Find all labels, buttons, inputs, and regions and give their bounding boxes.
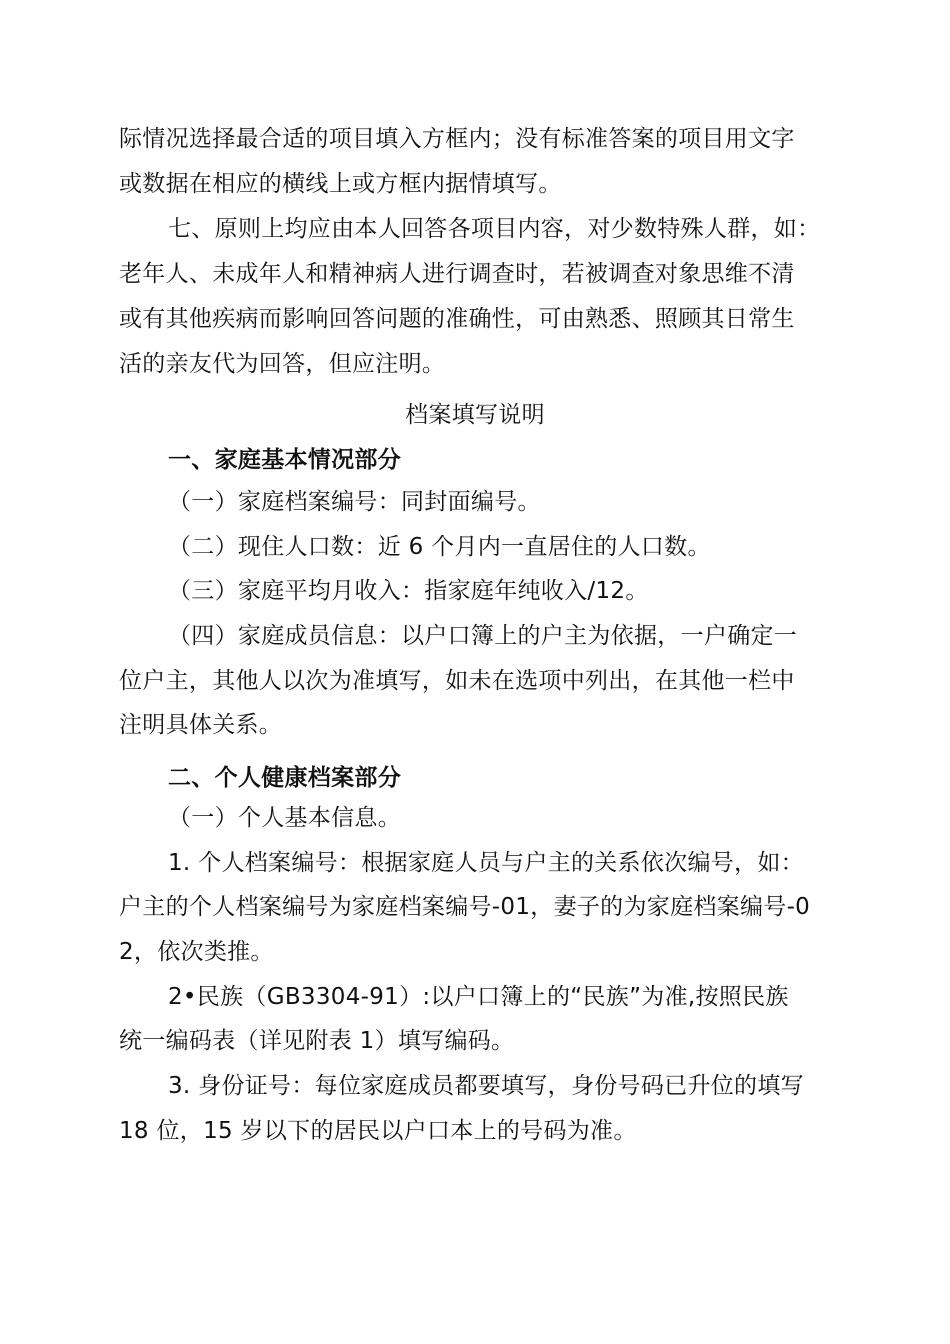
section1-item-1: （一）家庭档案编号：同封面编号。 [168,489,541,515]
section2-item-3-line-2: 18 位，15 岁以下的居民以户口本上的号码为准。 [119,1118,637,1144]
section2-subheading: （一）个人基本信息。 [168,805,401,831]
section2-item-1-line-2: 户主的个人档案编号为家庭档案编号-01，妻子的为家庭档案编号-0 [119,894,811,920]
item7-line-4: 活的亲友代为回答，但应注明。 [119,351,446,377]
section1-item-4-line-1: （四）家庭成员信息：以户口簿上的户主为依据，一户确定一 [168,623,798,649]
intro-line-2: 或数据在相应的横线上或方框内据情填写。 [119,171,562,197]
section2-item-1-line-3: 2，依次类推。 [119,939,274,965]
section1-heading: 一、家庭基本情况部分 [168,447,401,473]
item7-line-1: 七、原则上均应由本人回答各项目内容，对少数特殊人群，如： [168,216,821,242]
section1-item-4-line-2: 位户主，其他人以次为准填写，如未在选项中列出，在其他一栏中 [119,668,795,694]
section1-item-3: （三）家庭平均月收入：指家庭年纯收入/12。 [168,578,649,604]
section2-item-2-line-2: 统一编码表（详见附表 1）填写编码。 [119,1028,515,1054]
intro-line-1: 际情况选择最合适的项目填入方框内；没有标准答案的项目用文字 [119,126,795,152]
section2-item-1-line-1: 1. 个人档案编号：根据家庭人员与户主的关系依次编号，如： [168,850,804,876]
section2-item-3-line-1: 3. 身份证号：每位家庭成员都要填写，身份号码已升位的填写 [168,1073,804,1099]
document-title: 档案填写说明 [405,402,545,428]
section1-item-2: （二）现住人口数：近 6 个月内一直居住的人口数。 [168,534,711,560]
section1-item-4-line-3: 注明具体关系。 [119,712,283,738]
item7-line-3: 或有其他疾病而影响回答问题的准确性，可由熟悉、照顾其日常生 [119,306,795,332]
item7-line-2: 老年人、未成年人和精神病人进行调查时，若被调查对象思维不清 [119,261,795,287]
section2-item-2-line-1: 2•民族（GB3304-91）:以户口簿上的“民族”为准,按照民族 [168,984,789,1010]
section2-heading: 二、个人健康档案部分 [168,765,401,791]
